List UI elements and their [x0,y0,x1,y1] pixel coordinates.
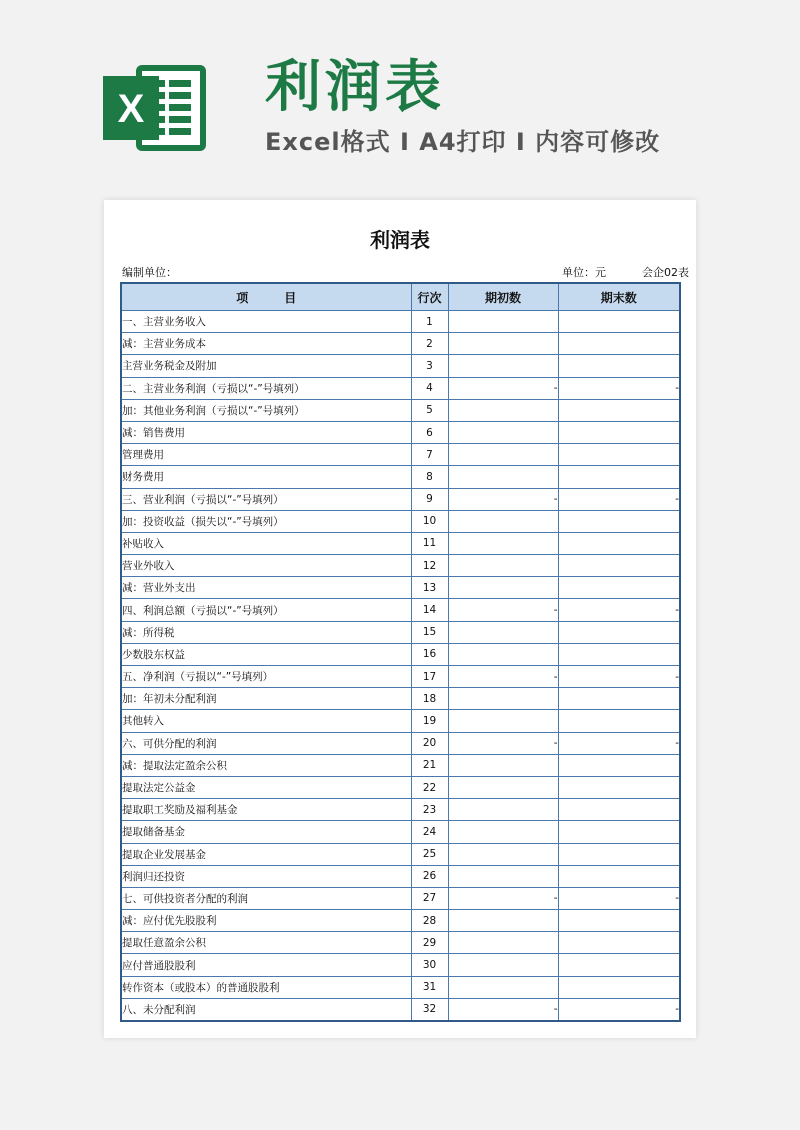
row-number-cell: 14 [411,599,448,621]
ending-value-cell[interactable] [558,643,680,665]
ending-value-cell[interactable] [558,910,680,932]
item-cell: 减：应付优先股股利 [121,910,411,932]
row-number-cell: 24 [411,821,448,843]
item-cell: 主营业务税金及附加 [121,355,411,377]
table-row [121,577,680,599]
row-number-cell: 22 [411,776,448,798]
excel-logo-icon [103,62,207,154]
beginning-value-cell[interactable] [448,577,558,599]
table-row [121,666,680,688]
column-header-beginning: 期初数 [448,283,558,311]
ending-value-cell[interactable]: - [558,599,680,621]
table-row [121,488,680,510]
table-row [121,532,680,554]
item-cell: 应付普通股股利 [121,954,411,976]
column-header-row-no: 行次 [411,283,448,311]
row-number-cell: 10 [411,510,448,532]
ending-value-cell[interactable] [558,954,680,976]
beginning-value-cell[interactable]: - [448,666,558,688]
item-cell: 六、可供分配的利润 [121,732,411,754]
table-row [121,466,680,488]
ending-value-cell[interactable] [558,710,680,732]
beginning-value-cell[interactable] [448,799,558,821]
row-number-cell: 12 [411,555,448,577]
ending-value-cell[interactable] [558,932,680,954]
table-row [121,333,680,355]
table-row [121,976,680,998]
beginning-value-cell[interactable] [448,444,558,466]
sheet-title: 利润表 [370,228,430,252]
ending-value-cell[interactable] [558,311,680,333]
item-cell: 提取企业发展基金 [121,843,411,865]
beginning-value-cell[interactable] [448,976,558,998]
item-cell: 提取职工奖励及福利基金 [121,799,411,821]
row-number-cell: 2 [411,333,448,355]
table-row [121,910,680,932]
column-header-ending: 期末数 [558,283,680,311]
ending-value-cell[interactable]: - [558,887,680,909]
table-row [121,599,680,621]
ending-value-cell[interactable] [558,688,680,710]
promo-subtitle: Excel格式 I A4打印 I 内容可修改 [265,128,661,156]
table-body [121,311,680,1022]
beginning-value-cell[interactable] [448,621,558,643]
beginning-value-cell[interactable] [448,776,558,798]
currency-unit-label: 单位：元 [562,266,606,279]
table-row [121,421,680,443]
ending-value-cell[interactable] [558,865,680,887]
table-row [121,688,680,710]
ending-value-cell[interactable] [558,510,680,532]
beginning-value-cell[interactable] [448,311,558,333]
row-number-cell: 3 [411,355,448,377]
item-cell: 利润归还投资 [121,865,411,887]
row-number-cell: 29 [411,932,448,954]
column-header-item: 项 目 [121,283,411,311]
svg-text:X: X [117,87,145,131]
item-cell: 八、未分配利润 [121,998,411,1021]
beginning-value-cell[interactable] [448,710,558,732]
table-row [121,843,680,865]
income-statement-table [120,282,681,1022]
beginning-value-cell[interactable] [448,910,558,932]
beginning-value-cell[interactable] [448,355,558,377]
prepared-by-label: 编制单位： [122,266,177,279]
beginning-value-cell[interactable] [448,843,558,865]
ending-value-cell[interactable] [558,421,680,443]
table-row [121,754,680,776]
ending-value-cell[interactable] [558,555,680,577]
item-cell: 加：年初未分配利润 [121,688,411,710]
ending-value-cell[interactable] [558,399,680,421]
row-number-cell: 15 [411,621,448,643]
row-number-cell: 5 [411,399,448,421]
item-cell: 减：所得税 [121,621,411,643]
row-number-cell: 31 [411,976,448,998]
promo-title: 利润表 [265,55,445,120]
table-row [121,444,680,466]
row-number-cell: 4 [411,377,448,399]
beginning-value-cell[interactable] [448,532,558,554]
item-cell: 其他转入 [121,710,411,732]
row-number-cell: 25 [411,843,448,865]
ending-value-cell[interactable] [558,776,680,798]
item-cell: 提取储备基金 [121,821,411,843]
row-number-cell: 1 [411,311,448,333]
table-row [121,776,680,798]
beginning-value-cell[interactable] [448,333,558,355]
ending-value-cell[interactable]: - [558,488,680,510]
ending-value-cell[interactable] [558,821,680,843]
beginning-value-cell[interactable] [448,399,558,421]
beginning-value-cell[interactable] [448,555,558,577]
table-row [121,555,680,577]
item-cell: 五、净利润（亏损以“-”号填列） [121,666,411,688]
row-number-cell: 26 [411,865,448,887]
row-number-cell: 27 [411,887,448,909]
ending-value-cell[interactable] [558,444,680,466]
beginning-value-cell[interactable]: - [448,599,558,621]
table-header-row [121,283,680,311]
row-number-cell: 6 [411,421,448,443]
beginning-value-cell[interactable] [448,821,558,843]
ending-value-cell[interactable] [558,577,680,599]
row-number-cell: 28 [411,910,448,932]
row-number-cell: 32 [411,998,448,1021]
beginning-value-cell[interactable] [448,510,558,532]
table-row [121,954,680,976]
table-row [121,710,680,732]
table-row [121,998,680,1021]
table-row [121,621,680,643]
item-cell: 加：其他业务利润（亏损以“-”号填列） [121,399,411,421]
item-cell: 减：营业外支出 [121,577,411,599]
item-cell: 营业外收入 [121,555,411,577]
item-cell: 提取任意盈余公积 [121,932,411,954]
table-row [121,865,680,887]
ending-value-cell[interactable] [558,843,680,865]
beginning-value-cell[interactable] [448,466,558,488]
table-row [121,377,680,399]
row-number-cell: 8 [411,466,448,488]
row-number-cell: 23 [411,799,448,821]
ending-value-cell[interactable]: - [558,377,680,399]
beginning-value-cell[interactable] [448,865,558,887]
beginning-value-cell[interactable] [448,421,558,443]
row-number-cell: 21 [411,754,448,776]
item-cell: 管理费用 [121,444,411,466]
beginning-value-cell[interactable]: - [448,488,558,510]
item-cell: 四、利润总额（亏损以“-”号填列） [121,599,411,621]
item-cell: 减：主营业务成本 [121,333,411,355]
table-row [121,821,680,843]
row-number-cell: 18 [411,688,448,710]
ending-value-cell[interactable]: - [558,666,680,688]
table-row [121,311,680,333]
table-row [121,643,680,665]
beginning-value-cell[interactable]: - [448,887,558,909]
item-cell: 二、主营业务利润（亏损以“-”号填列） [121,377,411,399]
row-number-cell: 17 [411,666,448,688]
table-row [121,510,680,532]
ending-value-cell[interactable] [558,466,680,488]
promo-header [0,0,800,200]
ending-value-cell[interactable]: - [558,732,680,754]
item-cell: 减：提取法定盈余公积 [121,754,411,776]
ending-value-cell[interactable] [558,976,680,998]
ending-value-cell[interactable] [558,532,680,554]
income-statement-sheet [104,200,696,1038]
item-cell: 减：销售费用 [121,421,411,443]
item-cell: 加：投资收益（损失以“-”号填列） [121,510,411,532]
ending-value-cell[interactable] [558,355,680,377]
beginning-value-cell[interactable] [448,688,558,710]
ending-value-cell[interactable]: - [558,998,680,1021]
row-number-cell: 20 [411,732,448,754]
item-cell: 少数股东权益 [121,643,411,665]
ending-value-cell[interactable] [558,333,680,355]
item-cell: 提取法定公益金 [121,776,411,798]
beginning-value-cell[interactable]: - [448,732,558,754]
table-row [121,799,680,821]
row-number-cell: 7 [411,444,448,466]
row-number-cell: 13 [411,577,448,599]
item-cell: 一、主营业务收入 [121,311,411,333]
item-cell: 七、可供投资者分配的利润 [121,887,411,909]
row-number-cell: 9 [411,488,448,510]
table-row [121,355,680,377]
beginning-value-cell[interactable]: - [448,998,558,1021]
item-cell: 补贴收入 [121,532,411,554]
beginning-value-cell[interactable] [448,643,558,665]
table-row [121,732,680,754]
ending-value-cell[interactable] [558,621,680,643]
beginning-value-cell[interactable]: - [448,377,558,399]
item-cell: 财务费用 [121,466,411,488]
item-cell: 转作资本（或股本）的普通股股利 [121,976,411,998]
row-number-cell: 16 [411,643,448,665]
item-cell: 三、营业利润（亏损以“-”号填列） [121,488,411,510]
row-number-cell: 11 [411,532,448,554]
ending-value-cell[interactable] [558,754,680,776]
table-row [121,887,680,909]
beginning-value-cell[interactable] [448,754,558,776]
ending-value-cell[interactable] [558,799,680,821]
beginning-value-cell[interactable] [448,954,558,976]
beginning-value-cell[interactable] [448,932,558,954]
table-row [121,399,680,421]
row-number-cell: 30 [411,954,448,976]
table-row [121,932,680,954]
row-number-cell: 19 [411,710,448,732]
form-code-label: 会企02表 [642,266,689,279]
